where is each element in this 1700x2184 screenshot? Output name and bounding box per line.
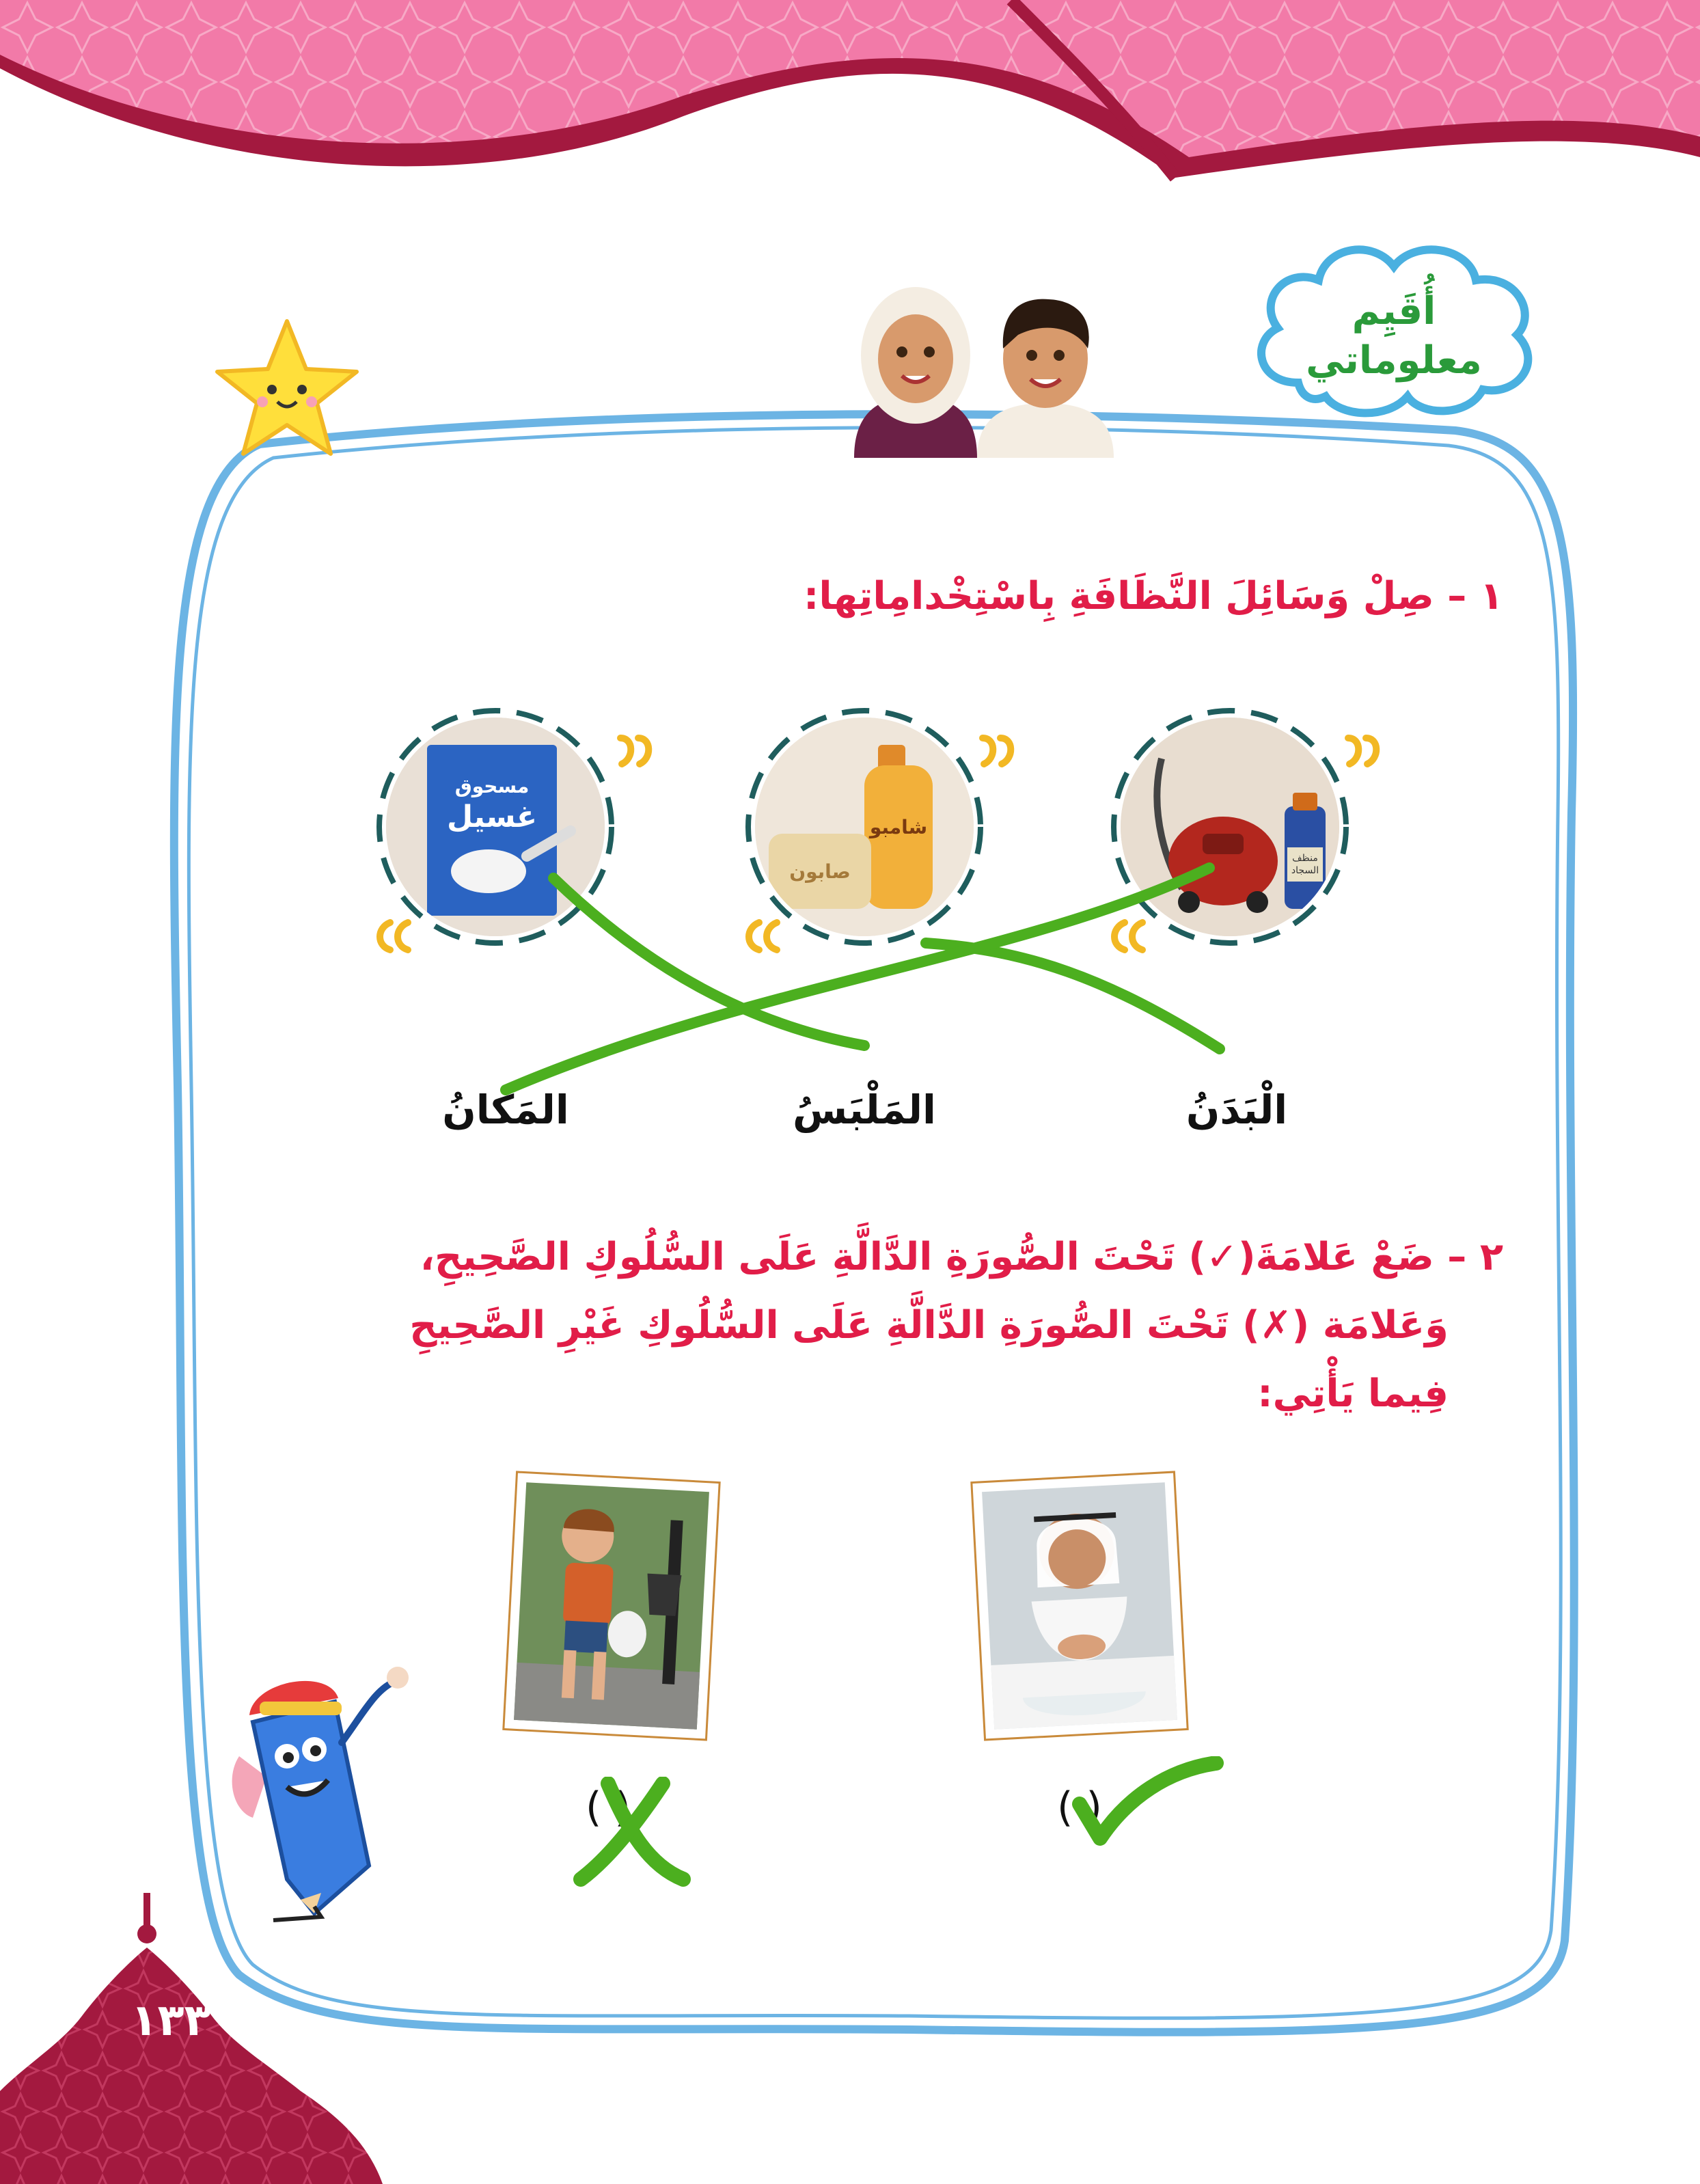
handwashing-photo [970,1471,1188,1741]
kids-illustration [840,280,1127,458]
vacuum-label-line2: السجاد [1291,865,1319,876]
soap-shampoo-image-circle [741,704,987,950]
vacuum-label-line1: منظف [1292,853,1318,864]
quote-mark-icon [615,731,656,772]
vacuum-cleaner-icon [1121,718,1339,936]
detergent-label-line2: غسيل [446,800,538,834]
x-mark-icon [567,1777,697,1893]
quote-mark-icon [1343,731,1384,772]
label-body: الْبَدَنُ [1185,1087,1288,1133]
quote-mark-icon [741,916,782,957]
badge-line2: معلوماتي [1306,338,1482,383]
badge-line1: أُقَيِم [1352,289,1436,333]
page-number: ١٣٣ [131,1995,211,2046]
shampoo-label: شامبو [869,816,928,838]
detergent-label-line1: مسحوق [454,775,530,797]
soap-and-shampoo-icon [755,718,974,936]
check-mark-icon [1066,1756,1230,1852]
answer-parens-handwashing: ( ) [1057,1784,1102,1831]
question-2-prompt [342,1223,1503,1428]
littering-photo [502,1471,720,1741]
vacuum-image-circle [1107,704,1353,950]
quote-mark-icon [977,731,1018,772]
label-clothing: المَلْبَسُ [793,1087,936,1133]
badge-title [1244,287,1544,385]
quote-mark-icon [1107,916,1148,957]
label-place: المَكانُ [442,1087,569,1133]
pencil-mascot-icon [212,1640,410,1927]
soap-label: صابون [789,860,851,883]
answer-parens-littering: ( ) [586,1784,631,1831]
header-pattern-band [0,0,1700,205]
quote-mark-icon [372,916,413,957]
smiling-star-icon [212,314,362,465]
question-2-line1: ٢ – ضَعْ عَلامَةَ(✓) تَحْتَ الصُّورَةِ الدَّالَّةِ عَلَى السُّلُوكِ الصَّحِيحِ، [420,1235,1503,1279]
question-1-prompt: ١ – صِلْ وَسَائِلَ النَّظَافَةِ بِاسْتِخْدامِاتِها: [804,574,1503,618]
detergent-image-circle [372,704,618,950]
question-2-line2: وَعَلامَة (✗) تَحْتَ الصُّورَةِ الدَّالَّةِ عَلَى السُّلُوكِ غَيْرِ الصَّحِيحِ فِيما يَأْتِي: [409,1303,1449,1416]
laundry-detergent-icon [386,718,605,936]
